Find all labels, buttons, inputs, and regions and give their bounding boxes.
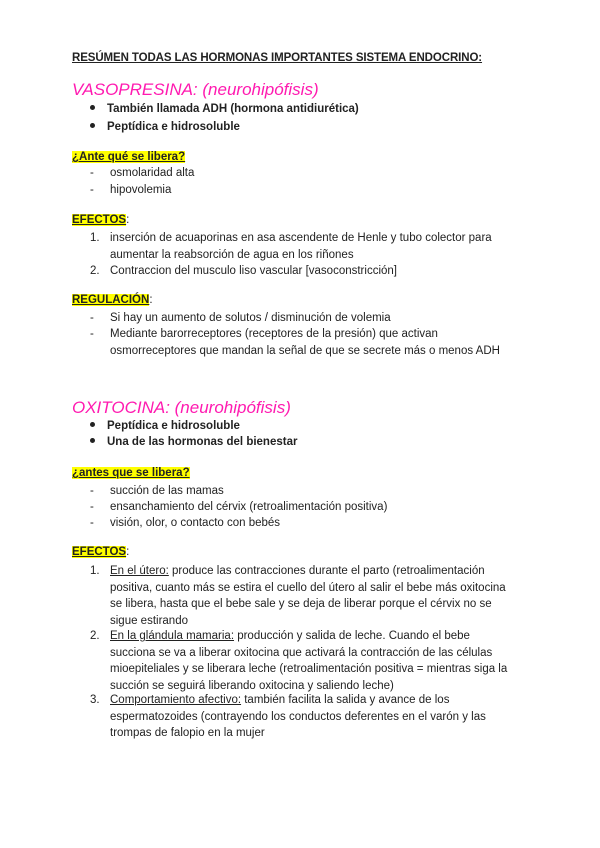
vasopresina-release-item: - osmolaridad alta (90, 165, 194, 182)
vasopresina-effect-item: 2. Contraccion del musculo liso vascular [vasoconstricción] (90, 265, 397, 277)
bullet-dot-icon (90, 422, 95, 427)
oxitocina-release-heading: ¿antes que se libera? (72, 467, 190, 479)
oxitocina-release-item: - succión de las mamas (90, 483, 224, 500)
dash-icon: - (90, 312, 94, 324)
vasopresina-heading: VASOPRESINA: (neurohipófisis) (72, 80, 319, 99)
dash-icon: - (90, 184, 94, 196)
oxitocina-effect-item: 2. En la glándula mamaria: producción y salida de leche. Cuando el bebe succiona se va a liberar oxitocina que activará la contracción de las células mioepiteliales y se liberara leche (retroalimentación positiva = mientras siga la succión se seguirá liberando oxitocina y saliendo leche) (90, 630, 508, 692)
dash-icon: - (90, 167, 94, 179)
oxitocina-bullet: Peptídica e hidrosoluble (90, 420, 240, 432)
bullet-dot-icon (90, 123, 95, 128)
document-title: RESÚMEN TODAS LAS HORMONAS IMPORTANTES SISTEMA ENDOCRINO: (72, 52, 483, 64)
bullet-dot-icon (90, 438, 95, 443)
dash-icon: - (90, 501, 94, 513)
oxitocina-heading: OXITOCINA: (neurohipófisis) (72, 398, 291, 417)
oxitocina-effect-item: 3. Comportamiento afectivo: también facilita la salida y avance de los espermatozoides (contrayendo los conductos deferentes en el varón y las trompas de falopio en la mujer (90, 694, 486, 739)
dash-icon: - (90, 517, 94, 529)
vasopresina-release-heading: ¿Ante qué se libera? (72, 151, 186, 163)
vasopresina-regulation-item: - Mediante barorreceptores (receptores de la presión) que activan osmorreceptores que mandan la señal de que se secrete más o menos ADH (90, 328, 500, 357)
oxitocina-effect-item: 1. En el útero: produce las contracciones durante el parto (retroalimentación positiva, cuanto más se estira el cuello del útero al salir el bebe más oxitocina se libera, hasta que el bebe sale y se deja de liberar porque el cérvix no se sigue estirando (90, 565, 506, 627)
vasopresina-effect-item: 1. inserción de acuaporinas en asa ascendente de Henle y tubo colector para aumentar la reabsorción de agua en los riñones (90, 232, 492, 261)
effect-label: En el útero: (110, 565, 169, 577)
oxitocina-release-item: - visión, olor, o contacto con bebés (90, 515, 280, 532)
effect-label: En la glándula mamaria: (110, 630, 235, 642)
vasopresina-regulation-heading: REGULACIÓN: (72, 294, 153, 306)
vasopresina-effects-heading: EFECTOS: (72, 214, 130, 226)
dash-icon: - (90, 485, 94, 497)
vasopresina-bullet: También llamada ADH (hormona antidiurética) (90, 103, 359, 115)
oxitocina-release-item: - ensanchamiento del cérvix (retroalimentación positiva) (90, 499, 387, 516)
oxitocina-bullet: Una de las hormonas del bienestar (90, 436, 297, 448)
bullet-dot-icon (90, 105, 95, 110)
vasopresina-bullet: Peptídica e hidrosoluble (90, 121, 240, 133)
effect-label: Comportamiento afectivo: (110, 694, 242, 706)
vasopresina-release-item: - hipovolemia (90, 182, 171, 199)
dash-icon: - (90, 328, 94, 340)
oxitocina-effects-heading: EFECTOS: (72, 546, 130, 558)
vasopresina-regulation-item: - Si hay un aumento de solutos / disminución de volemia (90, 310, 391, 327)
